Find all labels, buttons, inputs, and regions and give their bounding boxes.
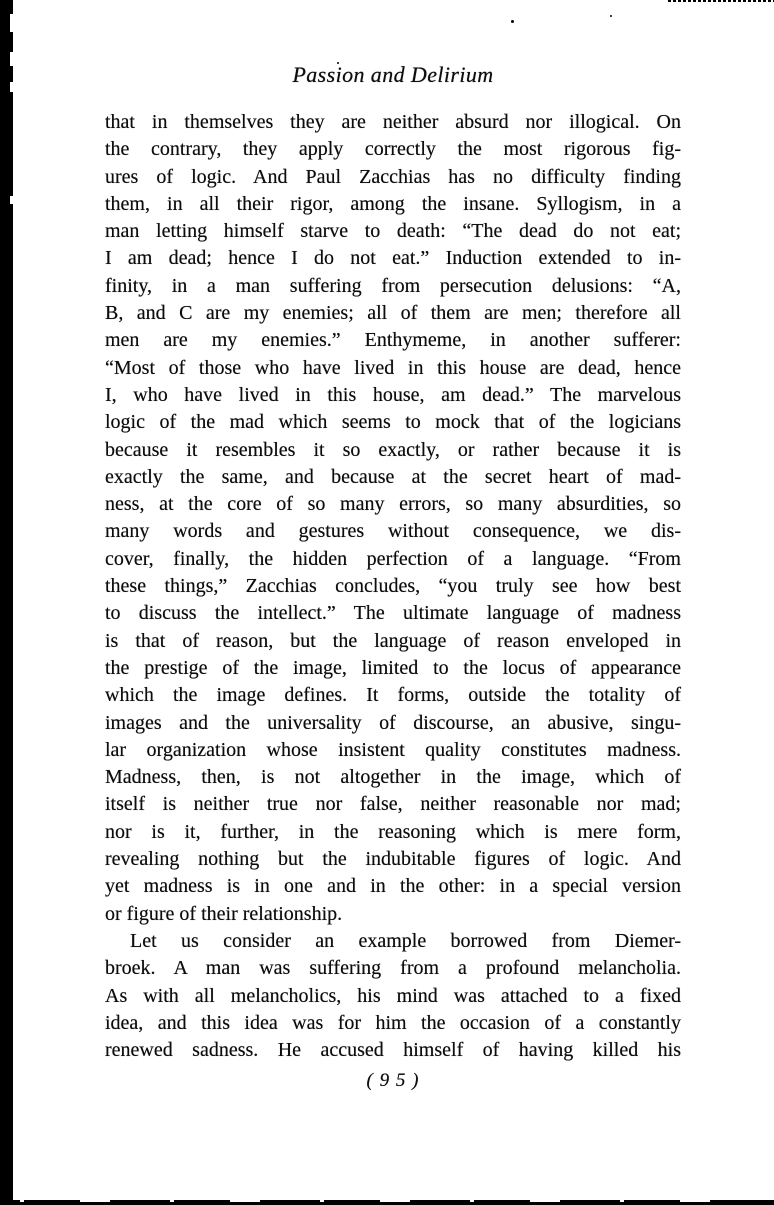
text-line: which the image defines. It forms, outside the totality of [105, 684, 681, 707]
text-line: “Most of those who have lived in this house are dead, hence [105, 356, 681, 379]
text-line: yet madness is in one and in the other: in a special version [105, 875, 681, 898]
text-line: Let us consider an example borrowed from Diemer- [130, 929, 681, 952]
text-line: because it resembles it so exactly, or rather because it is [105, 438, 681, 461]
text-line: nor is it, further, in the reasoning which is mere form, [105, 820, 681, 843]
text-line: or figure of their relationship. [105, 902, 343, 925]
text-line: I, who have lived in this house, am dead.” The marvelous [105, 383, 681, 406]
scan-artifact [10, 14, 13, 32]
text-line: them, in all their rigor, among the insane. Syllogism, in a [105, 192, 681, 215]
text-line: man letting himself starve to death: “The dead do not eat; [105, 220, 681, 243]
text-line: finity, in a man suffering from persecution delusions: “A, [105, 274, 681, 297]
text-line: As with all melancholics, his mind was attached to a fixed [105, 984, 681, 1007]
text-line: men are my enemies.” Enthymeme, in another sufferer: [105, 329, 681, 352]
scan-artifact [10, 82, 13, 92]
text-line: broek. A man was suffering from a profound melancholia. [105, 957, 681, 980]
text-line: the prestige of the image, limited to the locus of appearance [105, 656, 681, 679]
text-line: the contrary, they apply correctly the most rigorous fig- [105, 138, 681, 161]
text-line: that in themselves they are neither absurd nor illogical. On [105, 111, 681, 133]
text-line: exactly the same, and because at the secret heart of mad- [105, 465, 681, 488]
text-line: revealing nothing but the indubitable figures of logic. And [105, 848, 681, 871]
text-line: idea, and this idea was for him the occasion of a constantly [105, 1011, 681, 1034]
text-line: renewed sadness. He accused himself of having killed his [105, 1039, 681, 1062]
text-line: images and the universality of discourse, an abusive, singu- [105, 711, 681, 734]
scan-edge-left-bar [0, 0, 13, 1205]
text-line: to discuss the intellect.” The ultimate language of madness [105, 602, 681, 625]
scan-artifact [10, 196, 13, 204]
text-line: ures of logic. And Paul Zacchias has no difficulty finding [105, 165, 681, 188]
scan-artifact [10, 52, 13, 66]
text-line: ness, at the core of so many errors, so many absurdities, so [105, 493, 681, 516]
scan-edge-bottom-bar [0, 1200, 774, 1205]
text-line: itself is neither true nor false, neither reasonable nor mad; [105, 793, 681, 816]
text-line: logic of the mad which seems to mock that of the logicians [105, 411, 681, 434]
text-line: many words and gestures without consequence, we dis- [105, 520, 681, 543]
scan-speck [511, 20, 514, 23]
text-line: is that of reason, but the language of reason enveloped in [105, 629, 681, 652]
page-number: ( 9 5 ) [366, 1070, 420, 1091]
running-header: Passion and Delirium [292, 62, 494, 87]
scan-dots-top-right [668, 0, 774, 2]
text-line: cover, finally, the hidden perfection of a language. “From [105, 547, 681, 570]
text-line: Madness, then, is not altogether in the image, which of [105, 766, 681, 789]
body-text [105, 109, 681, 1064]
text-line: B, and C are my enemies; all of them are men; therefore all [105, 302, 681, 325]
scan-speck [610, 15, 612, 17]
text-line: lar organization whose insistent quality constitutes madness. [105, 738, 681, 761]
text-line: these things,” Zacchias concludes, “you truly see how best [105, 575, 681, 598]
text-line: I am dead; hence I do not eat.” Induction extended to in- [105, 247, 681, 270]
